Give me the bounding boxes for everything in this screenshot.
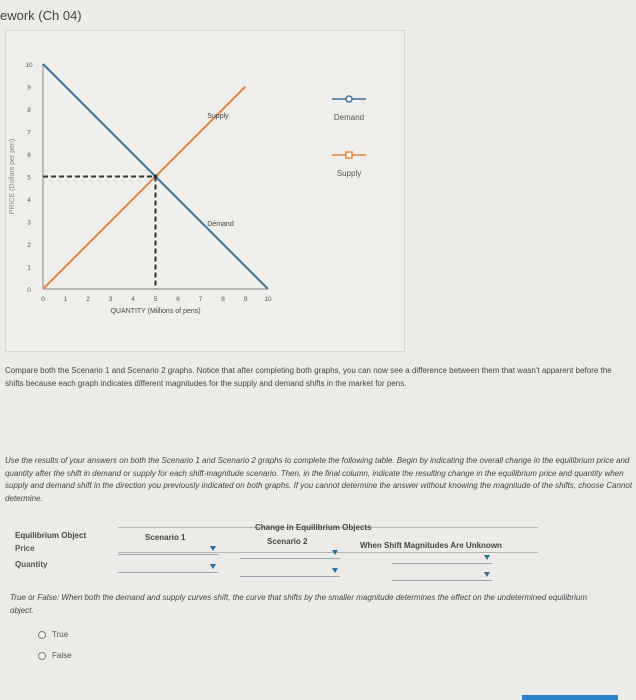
next-button[interactable] bbox=[522, 695, 618, 700]
chevron-down-icon bbox=[484, 572, 490, 577]
supply-tool[interactable] bbox=[304, 147, 394, 178]
x-tick-label: 9 bbox=[243, 296, 248, 303]
demand-tool-icon bbox=[304, 94, 394, 104]
demand-curve-label: Demand bbox=[207, 221, 234, 228]
price-scenario2-dropdown[interactable] bbox=[240, 548, 340, 559]
x-tick-label: 5 bbox=[153, 296, 158, 303]
option-true[interactable] bbox=[38, 630, 68, 639]
x-tick-label: 2 bbox=[86, 296, 90, 303]
chevron-down-icon bbox=[332, 550, 338, 555]
y-tick-label: 4 bbox=[27, 197, 31, 204]
table-instructions: Use the results of your answers on both the Scenario 1 and Scenario 2 graphs to complete the following table. Begin by indicating the overall change in the equilibrium price and quantity after the shift in demand or supply for each shift-magnitude scenario. Then, in the final column, indicate the resulting change in the equilibrium price and quantity when supply and demand shift in the direction you previously indicated on both graphs. If you cannot determine the answer without knowing the magnitude of the shifts, choose Cannot determine. bbox=[5, 456, 633, 503]
y-tick-label: 9 bbox=[27, 84, 31, 92]
col-equilibrium-object: Equilibrium Object bbox=[15, 531, 87, 540]
chevron-down-icon bbox=[210, 564, 216, 569]
quantity-scenario2-dropdown[interactable] bbox=[240, 566, 340, 577]
equilibrium-point bbox=[154, 175, 158, 179]
quantity-scenario1-dropdown[interactable] bbox=[118, 562, 218, 573]
quantity-unknown-dropdown[interactable] bbox=[392, 570, 492, 581]
y-tick-label: 0 bbox=[27, 287, 31, 294]
price-scenario1-dropdown[interactable] bbox=[118, 544, 218, 555]
x-tick-label: 6 bbox=[176, 296, 180, 303]
x-tick-label: 3 bbox=[108, 296, 113, 303]
page-title: ework (Ch 04) bbox=[0, 8, 82, 23]
y-tick-label: 2 bbox=[27, 242, 31, 249]
x-tick-label: 0 bbox=[41, 296, 45, 303]
y-tick-label: 1 bbox=[27, 264, 31, 272]
compare-paragraph: Compare both the Scenario 1 and Scenario 2 graphs. Notice that after completing both graphs, you can now see a difference between them that wasn't apparent before the shifts because each graph indicates different magnitudes for the supply and demand shifts in the market for pens. bbox=[5, 366, 612, 388]
y-tick-label: 10 bbox=[25, 62, 33, 69]
col-scenario-1: Scenario 1 bbox=[145, 533, 186, 542]
y-tick-label: 8 bbox=[27, 107, 31, 114]
option-false-label: False bbox=[52, 651, 72, 660]
supply-tool-label: Supply bbox=[336, 169, 362, 178]
x-tick-label: 7 bbox=[198, 296, 203, 303]
option-false[interactable] bbox=[38, 651, 72, 660]
chevron-down-icon bbox=[332, 568, 338, 573]
y-tick-label: 6 bbox=[27, 152, 31, 159]
radio-circle-icon bbox=[38, 652, 46, 660]
graph-panel bbox=[5, 30, 405, 352]
supply-curve-label: Supply bbox=[207, 113, 229, 120]
x-tick-label: 8 bbox=[221, 296, 225, 303]
row-quantity-label: Quantity bbox=[15, 560, 48, 569]
x-tick-label: 10 bbox=[264, 296, 272, 303]
table-group-header: Change in Equilibrium Objects bbox=[255, 523, 372, 532]
demand-tool-label: Demand bbox=[333, 113, 365, 122]
true-false-question: True or False: When both the demand and supply curves shift, the curve that shifts by the smaller magnitude determines the effect on the undetermined equilibrium object. bbox=[10, 593, 588, 615]
col-unknown-magnitude: When Shift Magnitudes Are Unknown bbox=[360, 541, 502, 550]
option-true-label: True bbox=[52, 630, 69, 639]
legend-palette bbox=[304, 71, 408, 216]
demand-tool[interactable] bbox=[304, 91, 394, 122]
y-axis-label: PRICE (Dollars per pen) bbox=[9, 138, 16, 215]
y-tick-label: 3 bbox=[27, 219, 31, 227]
y-tick-label: 5 bbox=[27, 174, 31, 182]
x-axis-label: QUANTITY (Millions of pens) bbox=[110, 308, 201, 315]
col-scenario-2: Scenario 2 bbox=[267, 537, 308, 546]
chevron-down-icon bbox=[210, 546, 216, 551]
x-tick-label: 4 bbox=[131, 296, 135, 303]
chevron-down-icon bbox=[484, 555, 490, 560]
x-tick-label: 1 bbox=[63, 296, 68, 303]
y-tick-label: 7 bbox=[27, 129, 31, 137]
row-price-label: Price bbox=[15, 544, 35, 553]
supply-tool-icon bbox=[304, 150, 394, 160]
radio-circle-icon bbox=[38, 631, 46, 639]
price-unknown-dropdown[interactable] bbox=[392, 553, 492, 564]
